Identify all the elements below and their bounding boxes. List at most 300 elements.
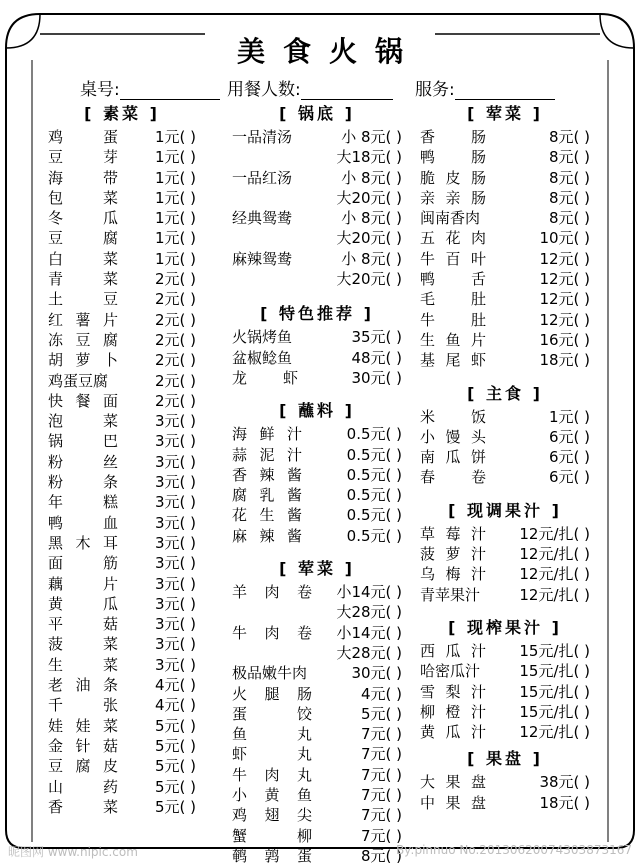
menu-item-name: 牛肚 [420,310,486,329]
menu-item-price[interactable]: 2元( ) [154,391,196,410]
menu-item-price[interactable]: 48元( ) [351,348,402,367]
menu-item[interactable] [48,551,196,571]
menu-item[interactable] [48,490,196,510]
menu-item[interactable] [48,632,196,652]
menu-item-name: 菠菜 [48,635,118,654]
menu-item-price[interactable]: 大18元( ) [336,148,402,167]
service-field[interactable] [415,75,555,100]
menu-item-name: 金针菇 [48,736,118,755]
menu-item-name: 冻豆腐 [48,330,118,349]
menu-item-price[interactable]: 12元/扎( ) [519,545,590,564]
menu-item[interactable] [420,145,590,165]
staple-food-list [420,405,590,486]
menu-item-price[interactable]: 3元( ) [154,412,196,431]
menu-item-price[interactable]: 5元( ) [154,716,196,735]
menu-item-name: 鸭肠 [420,148,486,167]
menu-item-name: 粉条 [48,473,118,492]
menu-item[interactable] [48,247,196,267]
menu-item-name: 蛋饺 [232,704,312,723]
menu-item-name: 龙虾 [232,368,298,387]
menu-item-price[interactable]: 5元( ) [154,757,196,776]
menu-item-price[interactable]: 1元( ) [154,188,196,207]
menu-item[interactable] [232,247,402,267]
menu-item[interactable] [420,186,590,206]
menu-item-price[interactable]: 2元( ) [154,290,196,309]
menu-item-price[interactable]: 2元( ) [154,330,196,349]
menu-item[interactable] [420,166,590,186]
watermark-id: By:pinnuo No.20130620074303873167 [395,843,632,857]
menu-item-price[interactable]: 7元( ) [360,745,402,764]
menu-item-name: 基尾虾 [420,351,486,370]
menu-item-price[interactable]: 小 8元( ) [341,209,402,228]
vegetarian-list [48,125,196,815]
menu-item[interactable] [48,308,196,328]
section-header-vegetarian: [ 素菜 ] [84,104,160,123]
menu-item-name: 菠萝汁 [420,545,486,564]
menu-item-name: 粉丝 [48,452,118,471]
menu-item-price[interactable]: 1元( ) [154,249,196,268]
menu-item-name: 西瓜汁 [420,641,486,660]
menu-item-name: 锅巴 [48,432,118,451]
menu-item-name: 牛百叶 [420,249,486,268]
menu-item-price[interactable]: 6元( ) [548,427,590,446]
menu-item-price[interactable]: 0.5元( ) [346,465,402,484]
diners-count-blank[interactable] [301,83,393,100]
menu-item-price[interactable]: 2元( ) [154,270,196,289]
menu-item-name: 蒜泥汁 [232,445,302,464]
menu-item-name: 平菇 [48,615,118,634]
menu-item-name: 脆皮肠 [420,168,486,187]
menu-item-price[interactable]: 16元( ) [539,330,590,349]
menu-item[interactable] [48,145,196,165]
diners-count-label: 用餐人数: [227,80,301,100]
menu-item-price[interactable]: 大28元( ) [336,643,402,662]
menu-item-price[interactable]: 7元( ) [360,725,402,744]
table-number-label: 桌号: [80,80,120,100]
menu-item[interactable] [420,425,590,445]
menu-item[interactable] [420,542,590,562]
menu-item[interactable] [420,700,590,720]
menu-item[interactable] [48,166,196,186]
menu-item-name: 山药 [48,777,118,796]
menu-item-name: 豆芽 [48,148,118,167]
menu-item[interactable] [232,682,402,702]
menu-item[interactable] [48,470,196,490]
menu-item[interactable] [420,680,590,700]
menu-item-price[interactable]: 小14元( ) [336,583,402,602]
menu-item[interactable] [232,483,402,503]
menu-item-price[interactable]: 12元( ) [539,270,590,289]
menu-item[interactable] [420,791,590,811]
menu-item-name: 南瓜饼 [420,448,486,467]
menu-item-price[interactable]: 35元( ) [351,328,402,347]
menu-item[interactable] [48,673,196,693]
menu-item-name: 鸭血 [48,513,118,532]
menu-item-price[interactable]: 15元/扎( ) [519,702,590,721]
menu-item-price[interactable]: 12元/扎( ) [519,585,590,604]
menu-item[interactable] [420,328,590,348]
menu-item[interactable] [420,562,590,582]
menu-item-name: 快餐面 [48,391,118,410]
fresh-juice-list [420,639,590,740]
column-vegetarian [48,101,196,815]
menu-item[interactable] [232,325,402,345]
menu-item-price[interactable]: 1元( ) [154,148,196,167]
menu-item[interactable] [420,659,590,679]
menu-item-price[interactable]: 大20元( ) [336,270,402,289]
watermark-site: 昵图网 www.nipic.com [8,845,138,859]
menu-item-name: 柳橙汁 [420,702,486,721]
menu-item-name: 一品清汤 [232,128,293,146]
menu-item[interactable] [232,503,402,523]
menu-item-name: 米饭 [420,407,486,426]
menu-item-price[interactable]: 8元( ) [548,188,590,207]
menu-item-price[interactable]: 12元/扎( ) [519,723,590,742]
menu-item[interactable] [48,429,196,449]
menu-item[interactable] [420,522,590,542]
menu-item-name: 羊肉卷 [232,583,312,602]
menu-item-name: 白菜 [48,249,118,268]
menu-item[interactable] [232,186,402,206]
menu-item[interactable] [48,612,196,632]
menu-item-price[interactable]: 12元( ) [539,290,590,309]
menu-item-price[interactable]: 4元( ) [360,684,402,703]
menu-item[interactable] [420,267,590,287]
menu-item-name: 鸡翅尖 [232,806,312,825]
column-right [420,101,590,811]
specials-list [232,325,402,386]
menu-item-name: 虾丸 [232,745,312,764]
menu-item-price[interactable]: 大20元( ) [336,188,402,207]
service-label: 服务: [415,80,455,100]
menu-item[interactable] [420,639,590,659]
menu-item[interactable] [232,722,402,742]
menu-item-price[interactable]: 3元( ) [154,635,196,654]
menu-item-name: 豆腐 [48,229,118,248]
menu-item[interactable] [232,145,402,165]
menu-item-price[interactable]: 30元( ) [351,664,402,683]
menu-item-price[interactable]: 8元( ) [548,209,590,228]
menu-item-name: 香菜 [48,797,118,816]
menu-item-price[interactable]: 3元( ) [154,432,196,451]
menu-item[interactable] [48,328,196,348]
dipping-sauce-list [232,422,402,544]
menu-item-price[interactable]: 7元( ) [360,806,402,825]
menu-item-name: 春卷 [420,468,486,487]
menu-item-name: 海带 [48,168,118,187]
menu-item-price[interactable]: 1元( ) [154,168,196,187]
menu-item[interactable] [48,186,196,206]
section-header-meat-right: [ 荤菜 ] [467,104,543,123]
menu-item-price[interactable]: 12元( ) [539,310,590,329]
menu-item-price[interactable]: 4元( ) [154,696,196,715]
menu-item-name: 闽南香肉 [420,209,481,228]
menu-item[interactable] [48,734,196,754]
menu-item[interactable] [48,226,196,246]
menu-item-price[interactable]: 0.5元( ) [346,486,402,505]
menu-item-price[interactable]: 12元( ) [539,249,590,268]
menu-item-name: 小黄鱼 [232,786,312,805]
menu-item[interactable] [232,366,402,386]
menu-item-price[interactable]: 7元( ) [360,826,402,845]
menu-item-price[interactable]: 大20元( ) [336,229,402,248]
menu-item[interactable] [232,166,402,186]
menu-item[interactable] [232,661,402,681]
menu-item-name: 雪梨汁 [420,682,486,701]
menu-item-name: 香辣酱 [232,465,302,484]
menu-item[interactable] [232,702,402,722]
menu-item-name: 生菜 [48,655,118,674]
menu-item-price[interactable]: 8元( ) [360,846,402,865]
menu-item-price[interactable]: 15元/扎( ) [519,641,590,660]
menu-item[interactable] [48,206,196,226]
menu-item[interactable] [420,308,590,328]
table-number-field[interactable] [80,75,220,100]
menu-item-name: 经典鸳鸯 [232,209,293,228]
menu-item-name: 鱼丸 [232,725,312,744]
menu-item-price[interactable]: 小 8元( ) [341,128,402,146]
menu-item[interactable] [48,754,196,774]
menu-title: 美食火锅 [236,35,421,68]
section-header-mixed-juice: [ 现调果汁 ] [448,500,562,520]
menu-item-name: 亲亲肠 [420,188,486,207]
menu-item-name: 鸡蛋豆腐 [48,371,109,390]
menu-item-price[interactable]: 3元( ) [154,493,196,512]
menu-item[interactable] [48,592,196,612]
menu-item-price[interactable]: 3元( ) [154,655,196,674]
menu-item[interactable] [420,125,590,145]
menu-item-price[interactable]: 0.5元( ) [346,425,402,444]
menu-item[interactable] [232,621,402,641]
menu-item-price[interactable]: 大28元( ) [336,603,402,622]
mixed-juice-list [420,522,590,603]
menu-item-price[interactable]: 10元( ) [539,229,590,248]
menu-item[interactable] [48,409,196,429]
menu-item[interactable] [48,348,196,368]
menu-item-price[interactable]: 6元( ) [548,448,590,467]
menu-item[interactable] [420,445,590,465]
menu-item[interactable] [232,763,402,783]
menu-item-price[interactable]: 小 8元( ) [341,168,402,187]
menu-item[interactable] [48,795,196,815]
menu-item-name: 海鲜汁 [232,425,302,444]
menu-item[interactable] [420,720,590,740]
menu-item-name: 小馒头 [420,427,486,446]
menu-item-price[interactable]: 8元( ) [548,148,590,167]
menu-item[interactable] [48,714,196,734]
menu-item-name: 腐乳酱 [232,486,302,505]
menu-item-price[interactable]: 5元( ) [154,797,196,816]
section-header-fruit-platter: [ 果盘 ] [467,749,543,769]
menu-item-name: 火腿肠 [232,684,312,703]
menu-item[interactable] [232,600,402,620]
menu-item-name: 麻辣酱 [232,526,302,545]
menu-item[interactable] [232,803,402,823]
menu-item-name: 牛肉卷 [232,623,312,642]
menu-item[interactable] [232,125,402,145]
menu-item[interactable] [420,770,590,790]
menu-item-name: 娃娃菜 [48,716,118,735]
menu-item[interactable] [420,247,590,267]
menu-item-price[interactable]: 3元( ) [154,574,196,593]
menu-item-price[interactable]: 1元( ) [154,209,196,228]
menu-item[interactable] [48,653,196,673]
section-header-staple-food: [ 主食 ] [467,383,543,403]
menu-item-name: 乌梅汁 [420,565,486,584]
menu-item-price[interactable]: 0.5元( ) [346,445,402,464]
menu-item-price[interactable]: 2元( ) [154,351,196,370]
menu-item[interactable] [232,267,402,287]
menu-item-price[interactable]: 5元( ) [360,704,402,723]
section-header-soup-base: [ 锅底 ] [279,104,355,123]
menu-item[interactable] [232,580,402,600]
menu-item[interactable] [420,583,590,603]
menu-item-price[interactable]: 7元( ) [360,786,402,805]
menu-item[interactable] [420,465,590,485]
menu-item-price[interactable]: 15元/扎( ) [519,682,590,701]
menu-item-name: 哈密瓜汁 [420,662,481,681]
menu-item[interactable] [48,450,196,470]
menu-item[interactable] [232,346,402,366]
menu-item-name: 大果盘 [420,773,486,792]
meat-middle-list [232,580,402,864]
menu-item[interactable] [48,369,196,389]
section-header-specials: [ 特色推荐 ] [260,304,374,324]
menu-item-price[interactable]: 1元( ) [154,229,196,248]
menu-item[interactable] [232,463,402,483]
menu-item-price[interactable]: 8元( ) [548,168,590,187]
menu-item-price[interactable]: 0.5元( ) [346,506,402,525]
menu-item[interactable] [232,443,402,463]
menu-item-price[interactable]: 18元( ) [539,351,590,370]
menu-item[interactable] [232,783,402,803]
menu-item[interactable] [420,348,590,368]
menu-item-name: 毛肚 [420,290,486,309]
menu-item-name: 麻辣鸳鸯 [232,249,293,268]
menu-item[interactable] [48,693,196,713]
table-number-blank[interactable] [120,83,220,100]
menu-item-price[interactable]: 3元( ) [154,615,196,634]
menu-item[interactable] [232,524,402,544]
menu-item-name: 花生酱 [232,506,302,525]
menu-item-name: 黄瓜汁 [420,723,486,742]
menu-item[interactable] [232,206,402,226]
menu-item-name: 中果盘 [420,793,486,812]
menu-item-price[interactable]: 4元( ) [154,676,196,695]
menu-item[interactable] [48,511,196,531]
menu-item-price[interactable]: 小14元( ) [336,623,402,642]
menu-item-price[interactable]: 15元/扎( ) [519,662,590,681]
menu-item-price[interactable]: 2元( ) [154,310,196,329]
section-header-meat-middle: [ 荤菜 ] [279,559,355,579]
menu-item-price[interactable]: 12元/扎( ) [519,565,590,584]
menu-item-name: 一品红汤 [232,168,293,187]
menu-item-name: 黄瓜 [48,594,118,613]
menu-item-name: 红薯片 [48,310,118,329]
menu-item[interactable] [420,287,590,307]
menu-item[interactable] [420,206,590,226]
watermark-bar [0,840,640,862]
menu-item[interactable] [232,742,402,762]
menu-item-price[interactable]: 小 8元( ) [341,249,402,268]
diners-count-field[interactable] [227,75,393,100]
menu-item-name: 藕片 [48,574,118,593]
menu-item[interactable] [48,389,196,409]
menu-item-price[interactable]: 8元( ) [548,128,590,146]
menu-item-name: 老油条 [48,676,118,695]
menu-item-name: 胡萝卜 [48,351,118,370]
menu-item-name: 青苹果汁 [420,585,481,604]
menu-item-price[interactable]: 5元( ) [154,736,196,755]
menu-item-price[interactable]: 18元( ) [539,793,590,812]
menu-item-name: 冬瓜 [48,209,118,228]
section-header-fresh-juice: [ 现榨果汁 ] [448,617,562,637]
menu-item[interactable] [232,226,402,246]
menu-item-name: 生鱼片 [420,330,486,349]
menu-item-price[interactable]: 5元( ) [154,777,196,796]
menu-item-name: 香肠 [420,128,486,146]
menu-item-name: 豆腐皮 [48,757,118,776]
menu-item-name: 青菜 [48,270,118,289]
menu-item-name: 鸡蛋 [48,128,118,146]
menu-item-price[interactable]: 3元( ) [154,554,196,573]
menu-item-name: 火锅烤鱼 [232,328,293,347]
column-middle [232,101,402,864]
menu-item[interactable] [420,405,590,425]
menu-item-name: 黑木耳 [48,533,118,552]
menu-item-price[interactable]: 2元( ) [154,371,196,390]
menu-item[interactable] [420,226,590,246]
menu-item-name: 盆椒鲶鱼 [232,348,293,367]
menu-item[interactable] [48,572,196,592]
menu-item-price[interactable]: 3元( ) [154,452,196,471]
menu-item-name: 极品嫩牛肉 [232,664,308,683]
menu-item-name: 五花肉 [420,229,486,248]
soup-base-list [232,125,402,287]
menu-item-price[interactable]: 3元( ) [154,513,196,532]
menu-item-name: 千张 [48,696,118,715]
menu-item-name: 土豆 [48,290,118,309]
menu-item-name: 面筋 [48,554,118,573]
menu-item-name: 泡菜 [48,412,118,431]
menu-item[interactable] [232,641,402,661]
menu-item[interactable] [232,422,402,442]
menu-item-price[interactable]: 3元( ) [154,473,196,492]
menu-item-price[interactable]: 7元( ) [360,765,402,784]
menu-item[interactable] [48,267,196,287]
menu-item-name: 牛肉丸 [232,765,312,784]
menu-item-price[interactable]: 1元( ) [548,407,590,426]
menu-item-name: 鸭舌 [420,270,486,289]
menu-item-price[interactable]: 3元( ) [154,594,196,613]
service-blank[interactable] [455,83,555,100]
menu-item-price[interactable]: 38元( ) [539,773,590,792]
menu-item[interactable] [48,125,196,145]
menu-item[interactable] [48,531,196,551]
menu-item-price[interactable]: 0.5元( ) [346,526,402,545]
menu-item-name: 草莓汁 [420,524,486,543]
menu-item-price[interactable]: 12元/扎( ) [519,524,590,543]
menu-item-price[interactable]: 3元( ) [154,533,196,552]
menu-item[interactable] [48,775,196,795]
menu-item-price[interactable]: 6元( ) [548,468,590,487]
menu-item[interactable] [48,287,196,307]
section-header-dipping-sauce: [ 蘸料 ] [279,401,355,421]
menu-item-price[interactable]: 30元( ) [351,368,402,387]
meat-right-list [420,125,590,369]
menu-item-name: 鹌鹑蛋 [232,846,312,865]
menu-item-price[interactable]: 1元( ) [154,128,196,146]
